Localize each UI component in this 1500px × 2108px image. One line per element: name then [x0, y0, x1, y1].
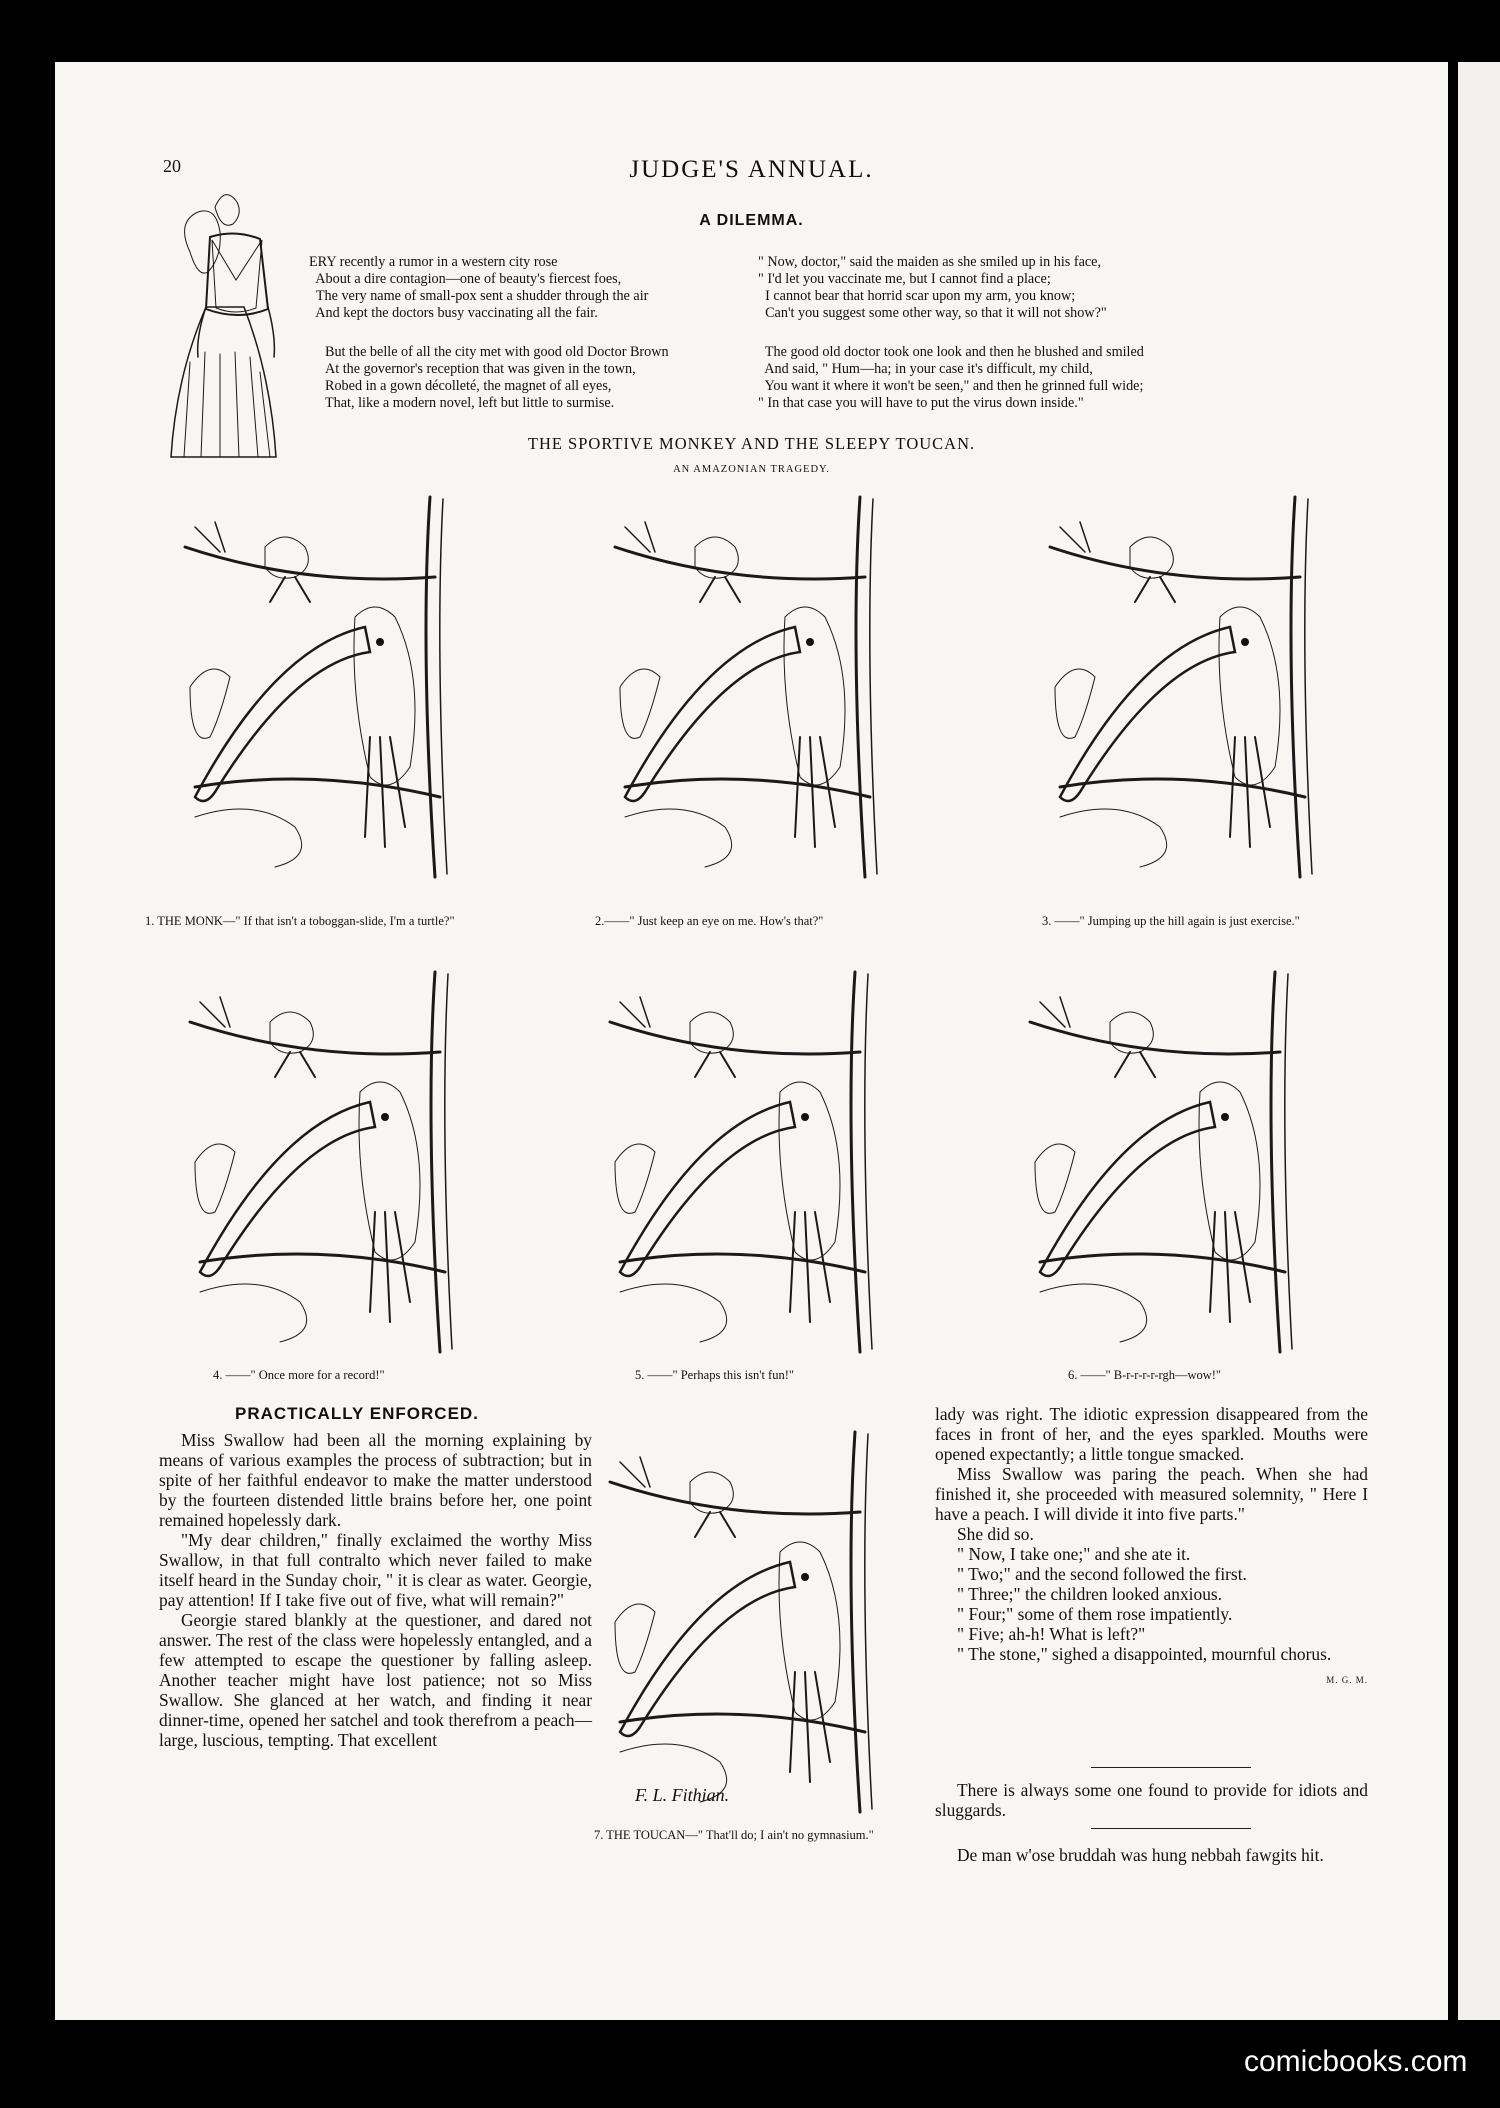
article-title: PRACTICALLY ENFORCED.	[235, 1404, 479, 1423]
filler-text: There is always some one found to provide for idiots and sluggards.	[935, 1780, 1368, 1820]
article-paragraph: " The stone," sighed a disappointed, mournful chorus.	[957, 1644, 1332, 1664]
poem-stanza: ERY recently a rumor in a western city rose About a dire contagion—one of beauty's fiercest foes, The very name of small-pox sent a shudder through the air And kept the doctors busy vaccinating all the fair.	[309, 254, 649, 321]
divider-rule	[1091, 1767, 1251, 1768]
article-paragraph: " Now, I take one;" and she ate it.	[957, 1544, 1191, 1564]
article-column-1	[159, 1430, 592, 1750]
article-paragraph: lady was right. The idiotic expression disappeared from the faces in front of her, and the eyes sparkled. Mouths were opened expectantly; a little tongue smacked.	[935, 1404, 1368, 1464]
panel-caption-4: 4. ——" Once more for a record!"	[213, 1368, 385, 1382]
panel-caption-5: 5. ——" Perhaps this isn't fun!"	[635, 1368, 794, 1382]
artist-signature: F. L. Fithian.	[635, 1785, 730, 1805]
divider-rule	[1091, 1828, 1251, 1829]
article-paragraph: Miss Swallow had been all the morning explaining by means of various examples the process of subtraction; but in spite of her faithful endeavor to make the matter understood by the fourteen distended little brains before her, one point remained hopelessly dark.	[159, 1430, 592, 1530]
panel-caption-2: 2.——" Just keep an eye on me. How's that?"	[595, 914, 824, 928]
article-paragraph: " Three;" the children looked anxious.	[957, 1584, 1223, 1604]
article-signature: M. G. M.	[1326, 1675, 1368, 1685]
site-watermark: comicbooks.com	[1244, 2045, 1468, 2078]
article-paragraph: " Four;" some of them rose impatiently.	[957, 1604, 1233, 1624]
woman-back-illustration	[160, 182, 285, 472]
running-head: JUDGE'S ANNUAL.	[629, 156, 874, 183]
panel-caption-1: 1. THE MONK—" If that isn't a toboggan-slide, I'm a turtle?"	[145, 914, 455, 928]
cartoon-panel-2	[605, 487, 905, 907]
poem-stanza: But the belle of all the city met with good old Doctor Brown At the governor's reception that was given in the town, Robed in a gown décolleté, the magnet of all eyes, That, like a modern novel, left but little to surmise.	[325, 344, 669, 411]
article-paragraph: She did so.	[957, 1524, 1034, 1544]
cartoon-panel-6	[1020, 962, 1320, 1382]
panel-caption-7: 7. THE TOUCAN—" That'll do; I ain't no gymnasium."	[594, 1828, 874, 1842]
cartoon-panel-1	[175, 487, 475, 907]
magazine-page	[55, 62, 1448, 2020]
cartoon-panel-3	[1040, 487, 1340, 907]
article-paragraph: " Two;" and the second followed the first.	[957, 1564, 1247, 1584]
facing-page-edge	[1458, 62, 1500, 2020]
poem-title: A DILEMMA.	[699, 212, 804, 229]
panel-caption-3: 3. ——" Jumping up the hill again is just exercise."	[1042, 914, 1300, 928]
filler-2	[935, 1845, 1368, 1865]
page-number: 20	[163, 156, 181, 176]
article-paragraph: "My dear children," finally exclaimed the worthy Miss Swallow, in that full contralto which never failed to make itself heard in the Sunday choir, " it is clear as water. Georgie, pay attention! If I take five out of five, what will remain?"	[159, 1530, 592, 1610]
cartoon-panel-5	[600, 962, 900, 1382]
filler-text: De man w'ose bruddah was hung nebbah fawgits hit.	[957, 1845, 1324, 1865]
filler-1	[935, 1780, 1368, 1820]
poem-stanza: " Now, doctor," said the maiden as she smiled up in his face, " I'd let you vaccinate me, but I cannot find a place; I cannot bear that horrid scar upon my arm, you know; Can't you suggest some other way, so that it will not show?"	[758, 254, 1107, 321]
article-paragraph: Georgie stared blankly at the questioner, and dared not answer. The rest of the class were hopelessly entangled, and a few attempted to escape the questioner by falling asleep. Another teacher might have lost patience; not so Miss Swallow. She glanced at her watch, and finding it near dinner-time, opened her satchel and took therefrom a peach—large, luscious, tempting. That excellent	[159, 1610, 592, 1750]
cartoon-subtitle: AN AMAZONIAN TRAGEDY.	[673, 464, 830, 475]
cartoon-panel-7	[600, 1422, 900, 1842]
poem-stanza: The good old doctor took one look and then he blushed and smiled And said, " Hum—ha; in your case it's difficult, my child, You want it where it won't be seen," and then he grinned full wide; " In that case you will have to put the virus down inside."	[758, 344, 1144, 411]
article-paragraph: " Five; ah-h! What is left?"	[957, 1624, 1146, 1644]
cartoon-title: THE SPORTIVE MONKEY AND THE SLEEPY TOUCAN.	[527, 434, 976, 453]
cartoon-panel-4	[180, 962, 480, 1382]
article-column-2	[935, 1404, 1368, 1690]
article-paragraph: Miss Swallow was paring the peach. When she had finished it, she proceeded with measured solemnity, " Here I have a peach. I will divide it into five parts."	[935, 1464, 1368, 1524]
panel-caption-6: 6. ——" B-r-r-r-r-rgh—wow!"	[1068, 1368, 1222, 1382]
